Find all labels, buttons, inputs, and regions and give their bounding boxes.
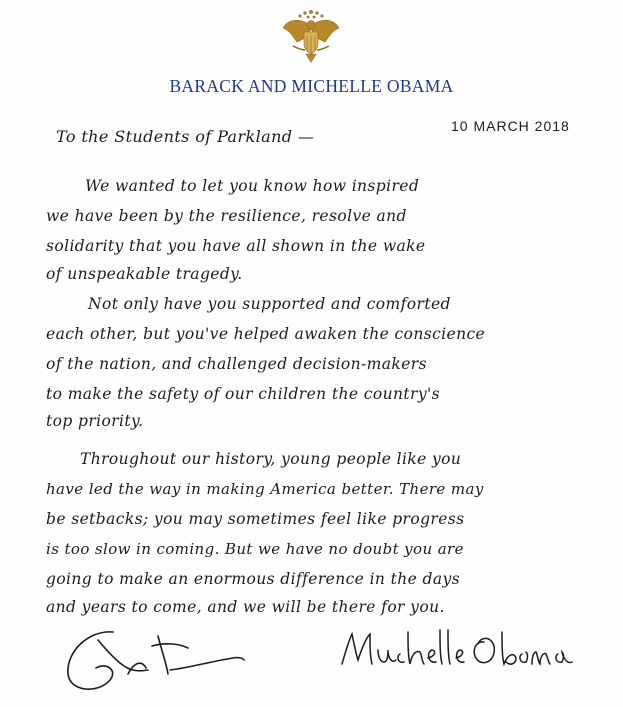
letterhead-title: BARACK AND MICHELLE OBAMA xyxy=(169,76,454,96)
letter-date: 10 MARCH 2018 xyxy=(451,118,570,134)
letter-line: of unspeakable tragedy. xyxy=(46,265,243,283)
letter-line: Not only have you supported and comforted xyxy=(88,295,451,313)
letter-line: Throughout our history, young people like you xyxy=(80,450,462,468)
letter-line: is too slow in coming. But we have no doubt you are xyxy=(46,540,464,558)
letter-line: have led the way in making America better. There may xyxy=(46,480,484,498)
letter-line: we have been by the resilience, resolve and xyxy=(46,207,407,225)
eagle-seal-icon xyxy=(279,6,343,64)
letter-line: and years to come, and we will be there for you. xyxy=(46,598,445,616)
letter-line: top priority. xyxy=(46,412,144,430)
letter-line: solidarity that you have all shown in the wake xyxy=(46,237,426,255)
barack-obama-signature xyxy=(58,622,248,702)
letter-line: going to make an enormous difference in the days xyxy=(46,570,461,588)
letter-line: of the nation, and challenged decision-makers xyxy=(46,355,427,373)
letter-line: We wanted to let you know how inspired xyxy=(85,177,420,195)
letter-salutation: To the Students of Parkland — xyxy=(56,127,315,146)
letter-line: be setbacks; you may sometimes feel like progress xyxy=(46,510,465,528)
michelle-obama-signature xyxy=(336,620,576,680)
letter-line: each other, but you've helped awaken the conscience xyxy=(46,325,486,343)
letter-line: to make the safety of our children the country's xyxy=(46,385,440,403)
